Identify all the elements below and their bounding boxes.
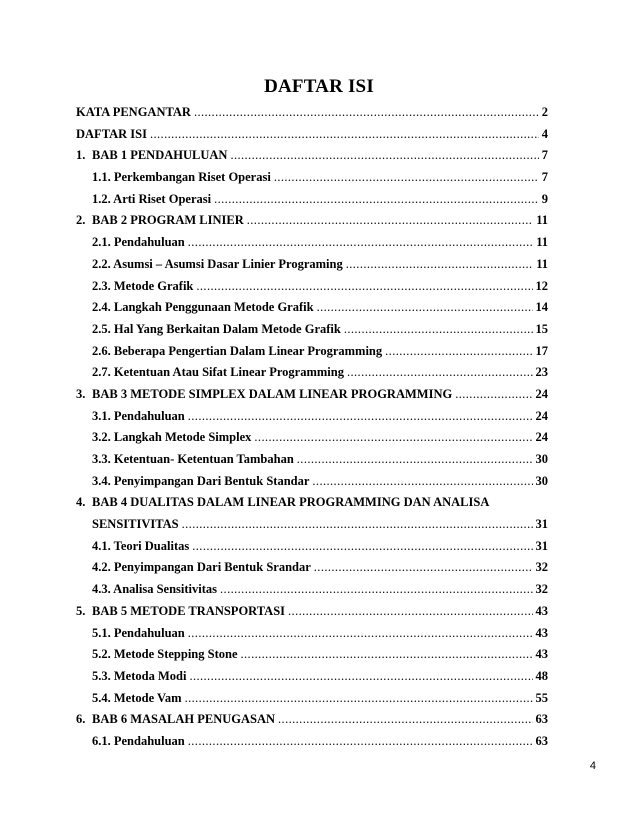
toc-dot-leader [188, 406, 533, 428]
toc-entry-page: 11 [536, 235, 548, 250]
toc-entry-title: 3.1. Pendahuluan [92, 408, 185, 423]
toc-entry[interactable] [76, 189, 548, 211]
toc-dot-leader [455, 384, 532, 406]
toc-entry[interactable] [76, 449, 548, 471]
toc-dot-leader [317, 297, 533, 319]
toc-dot-leader [247, 210, 533, 232]
toc-entry-page: 7 [541, 170, 548, 185]
page-title: DAFTAR ISI [264, 76, 374, 97]
toc-entry[interactable] [76, 406, 548, 428]
toc-entry[interactable] [76, 579, 548, 601]
toc-entry-title: 5.3. Metoda Modi [92, 668, 187, 683]
toc-entry-page: 7 [541, 148, 548, 163]
toc-entry-page: 31 [535, 517, 548, 532]
toc-dot-leader [344, 319, 533, 341]
toc-entry[interactable] [76, 319, 548, 341]
toc-entry[interactable] [76, 601, 548, 623]
toc-entry-page: 17 [535, 343, 548, 358]
toc-entry-page: 12 [535, 278, 548, 293]
toc-dot-leader [188, 623, 533, 645]
toc-dot-leader [346, 254, 533, 276]
toc-entry[interactable] [76, 102, 548, 124]
toc-entry-title: 3.4. Penyimpangan Dari Bentuk Standar [92, 473, 310, 488]
toc-entry-page: 15 [535, 321, 548, 336]
toc-entry-title: SENSITIVITAS [92, 517, 179, 532]
toc-entry[interactable] [76, 709, 548, 731]
toc-entry-title: KATA PENGANTAR [76, 105, 191, 119]
toc-entry-title: BAB 3 METODE SIMPLEX DALAM LINEAR PROGRAMMING [92, 386, 453, 401]
toc-entry[interactable] [76, 731, 548, 753]
toc-entry-page: 55 [535, 690, 548, 705]
toc-entry[interactable] [76, 666, 548, 688]
toc-entry-title: 5.4. Metode Vam [92, 690, 182, 705]
toc-dot-leader [288, 601, 532, 623]
toc-dot-leader [194, 102, 539, 124]
toc-entry-page: 43 [535, 603, 548, 618]
toc-entry-page: 24 [535, 408, 548, 423]
toc-entry-page: 11 [536, 213, 548, 228]
toc-dot-leader [347, 362, 533, 384]
toc-entry[interactable] [76, 492, 548, 514]
toc-dot-leader [189, 666, 532, 688]
toc-dot-leader [214, 189, 539, 211]
toc-entry-title: 3.2. Langkah Metode Simplex [92, 430, 252, 445]
toc-entry[interactable] [76, 384, 548, 406]
toc-entry[interactable] [76, 167, 548, 189]
toc-entry-page: 32 [535, 582, 548, 597]
toc-entry[interactable] [76, 688, 548, 710]
toc-entry-title: 2.1. Pendahuluan [92, 235, 185, 250]
toc-entry-title: 2.6. Beberapa Pengertian Dalam Linear Programming [92, 343, 383, 358]
toc-entry-title: 4.1. Teori Dualitas [92, 538, 190, 553]
toc-entry-title: 5.1. Pendahuluan [92, 625, 185, 640]
toc-entry-page: 48 [535, 668, 548, 683]
toc-entry-number: 3. [76, 386, 86, 401]
toc-entry-page: 14 [535, 300, 548, 315]
toc-entry-page: 4 [541, 126, 548, 141]
toc-entry[interactable] [76, 536, 548, 558]
toc-entry[interactable] [76, 276, 548, 298]
toc-entry-title: 1.2. Arti Riset Operasi [92, 191, 212, 206]
page-number: 4 [589, 760, 596, 772]
toc-dot-leader [196, 276, 532, 298]
toc-entry-number: 6. [76, 712, 86, 727]
toc-entry[interactable] [76, 124, 548, 146]
toc-entry-title: 4.2. Penyimpangan Dari Bentuk Srandar [92, 560, 311, 575]
toc-dot-leader [312, 471, 532, 493]
toc-entry-number: 2. [76, 213, 86, 228]
toc-dot-leader [230, 145, 538, 167]
toc-entry[interactable] [76, 623, 548, 645]
toc-entry[interactable] [76, 362, 548, 384]
toc-dot-leader [254, 427, 532, 449]
toc-dot-leader [182, 514, 533, 536]
toc-entry[interactable] [76, 644, 548, 666]
toc-entry[interactable] [76, 145, 548, 167]
toc-entry-page: 24 [535, 386, 548, 401]
toc-dot-leader [150, 124, 539, 146]
toc-entry-page: 24 [535, 430, 548, 445]
toc-entry-page: 43 [535, 625, 548, 640]
toc-entry-page: 9 [541, 191, 548, 206]
toc-entry[interactable] [76, 210, 548, 232]
toc-dot-leader [188, 232, 533, 254]
toc-dot-leader [314, 557, 533, 579]
toc-dot-leader [297, 449, 533, 471]
toc-entry-page: 32 [535, 560, 548, 575]
toc-entry[interactable] [76, 341, 548, 363]
toc-entry-title: 2.4. Langkah Penggunaan Metode Grafik [92, 300, 314, 315]
toc-entry[interactable] [76, 471, 548, 493]
toc-entry-title: 4.3. Analisa Sensitivitas [92, 582, 218, 597]
toc-dot-leader [220, 579, 532, 601]
toc-entry-page: 63 [535, 733, 548, 748]
toc-entry-page: 30 [535, 452, 548, 466]
toc-entry-page: 11 [536, 256, 548, 271]
toc-entry-title: 2.3. Metode Grafik [92, 278, 194, 293]
toc-entry-title: 5.2. Metode Stepping Stone [92, 647, 238, 662]
toc-dot-leader [188, 731, 533, 753]
toc-dot-leader [278, 709, 532, 731]
toc-entry-title: 1.1. Perkembangan Riset Operasi [92, 170, 271, 185]
toc-entry-number: 4. [76, 495, 86, 510]
toc-dot-leader [185, 688, 533, 710]
toc-entry-title: 6.1. Pendahuluan [92, 733, 185, 748]
toc-dot-leader [385, 341, 532, 363]
toc-entry[interactable] [76, 297, 548, 319]
toc-entry-page: 2 [541, 105, 548, 119]
toc-entry-title: DAFTAR ISI [76, 126, 147, 141]
toc-entry-title: 2.7. Ketentuan Atau Sifat Linear Programming [92, 365, 344, 380]
table-of-contents [76, 102, 548, 753]
toc-entry-page: 43 [535, 647, 548, 662]
toc-entry-page: 30 [535, 473, 548, 488]
toc-entry[interactable] [76, 427, 548, 449]
toc-entry-title: 2.5. Hal Yang Berkaitan Dalam Metode Grafik [92, 321, 341, 336]
toc-entry-title: 2.2. Asumsi – Asumsi Dasar Linier Programing [92, 256, 343, 271]
toc-entry[interactable] [76, 557, 548, 579]
toc-entry[interactable] [76, 514, 548, 536]
toc-entry-title: BAB 2 PROGRAM LINIER [92, 213, 244, 228]
toc-entry-number: 1. [76, 148, 86, 163]
toc-entry-page: 23 [535, 365, 548, 380]
toc-entry-number: 5. [76, 603, 86, 618]
toc-entry-title: BAB 5 METODE TRANSPORTASI [92, 603, 286, 618]
toc-entry-page: 31 [535, 538, 548, 553]
toc-entry-page: 63 [535, 712, 548, 727]
toc-dot-leader [192, 536, 532, 558]
toc-entry[interactable] [76, 232, 548, 254]
toc-entry-title: BAB 6 MASALAH PENUGASAN [92, 712, 276, 727]
toc-dot-leader [274, 167, 539, 189]
toc-entry-title: 3.3. Ketentuan- Ketentuan Tambahan [92, 452, 294, 466]
toc-dot-leader [241, 644, 533, 666]
toc-entry-title: BAB 1 PENDAHULUAN [92, 148, 228, 163]
toc-entry[interactable] [76, 254, 548, 276]
toc-entry-title: BAB 4 DUALITAS DALAM LINEAR PROGRAMMING DAN ANALISA [92, 495, 490, 510]
